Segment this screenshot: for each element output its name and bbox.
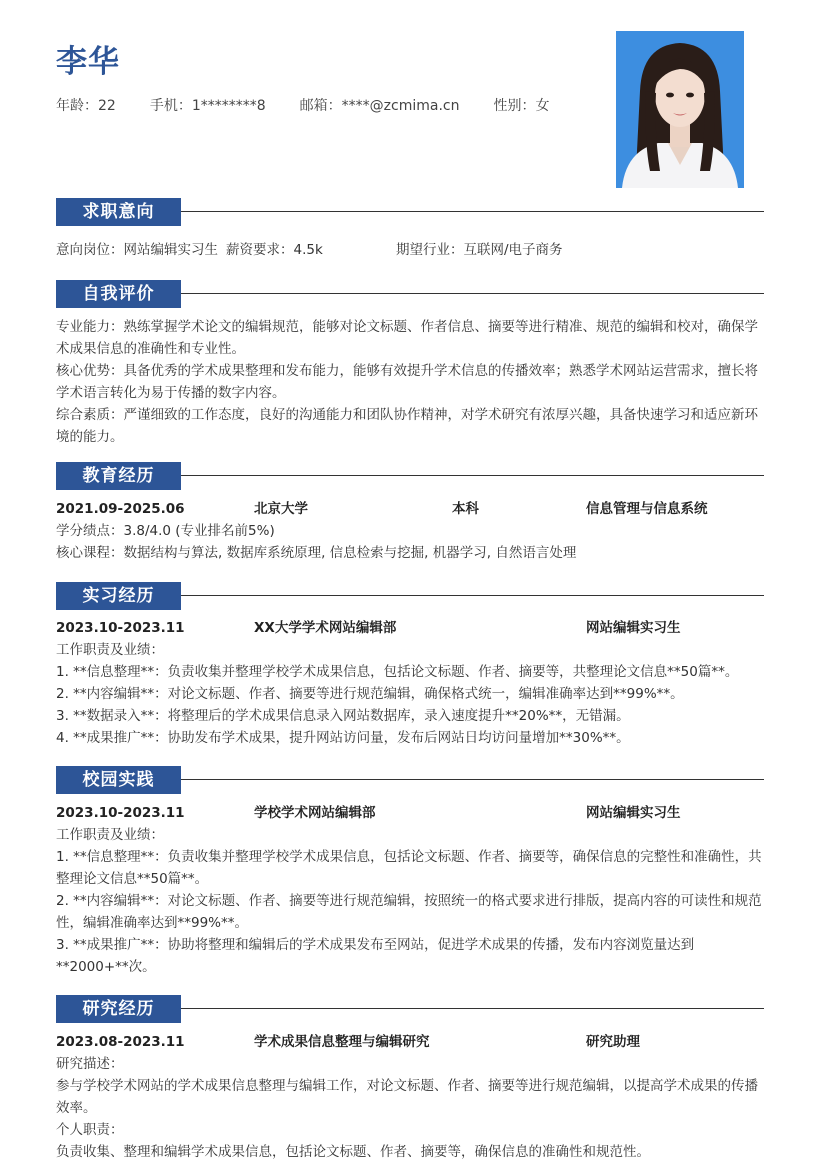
intent-salary: 薪资要求：4.5k: [226, 242, 323, 258]
candidate-name: 李华: [56, 44, 120, 80]
research-line: 参与学校学术网站的学术成果信息整理与编辑工作，对论文标题、作者、摘要等进行规范编辑，以提高学术成果的传播效率。: [56, 1078, 758, 1116]
internship-line: 4. **成果推广**：协助发布学术成果，提升网站访问量，发布后网站日均访问量增加**30%**。: [56, 730, 630, 746]
section-header-self-eval: [56, 280, 764, 308]
email-text: 邮箱：****@zcmima.cn: [299, 98, 460, 114]
education-major: 信息管理与信息系统: [586, 501, 708, 517]
section-divider: [181, 211, 764, 212]
section-title: 研究经历: [56, 995, 181, 1023]
education-row-header: [56, 498, 764, 520]
section-divider: [181, 595, 764, 596]
section-divider: [181, 779, 764, 780]
profile-photo: [616, 31, 744, 188]
section-divider: [181, 293, 764, 294]
campus-date: 2023.10-2023.11: [56, 805, 185, 821]
campus-line: 2. **内容编辑**：对论文标题、作者、摘要等进行规范编辑，按照统一的格式要求进行排版，提高内容的可读性和规范性，编辑准确率达到**99%**。: [56, 893, 762, 931]
self-eval-paragraph: 综合素质：严谨细致的工作态度，良好的沟通能力和团队协作精神，对学术研究有浓厚兴趣，具备快速学习和适应新环境的能力。: [56, 407, 758, 445]
self-eval-paragraph: 核心优势：具备优秀的学术成果整理和发布能力，能够有效提升学术信息的传播效率；熟悉学术网站运营需求，擅长将学术语言转化为易于传播的数字内容。: [56, 363, 758, 401]
education-degree: 本科: [452, 501, 479, 517]
campus-line: 3. **成果推广**：协助将整理和编辑后的学术成果发布至网站，促进学术成果的传播，发布内容浏览量达到**2000+**次。: [56, 937, 695, 975]
section-title: 求职意向: [56, 198, 181, 226]
section-title: 自我评价: [56, 280, 181, 308]
intent-block: [56, 239, 764, 261]
internship-line: 2. **内容编辑**：对论文标题、作者、摘要等进行规范编辑，确保格式统一，编辑准确率达到**99%**。: [56, 686, 684, 702]
research-role: 研究助理: [586, 1034, 640, 1050]
research-row-header: [56, 1031, 764, 1053]
research-block: [56, 1031, 764, 1163]
self-eval-block: [56, 316, 764, 448]
section-header-campus: [56, 766, 764, 794]
intent-industry: 期望行业：互联网/电子商务: [396, 242, 563, 258]
education-date: 2021.09-2025.06: [56, 501, 185, 517]
campus-line: 1. **信息整理**：负责收集并整理学校学术成果信息，包括论文标题、作者、摘要等，确保信息的完整性和准确性，共整理论文信息**50篇**。: [56, 849, 762, 887]
campus-org: 学校学术网站编辑部: [254, 805, 376, 821]
internship-role: 网站编辑实习生: [586, 620, 681, 636]
gender-text: 性别：女: [493, 98, 550, 114]
campus-block: [56, 802, 764, 978]
section-header-research: [56, 995, 764, 1023]
section-divider: [181, 1008, 764, 1009]
internship-date: 2023.10-2023.11: [56, 620, 185, 636]
education-line: 核心课程：数据结构与算法, 数据库系统原理, 信息检索与挖掘, 机器学习, 自然语言处理: [56, 545, 577, 561]
section-header-internship: [56, 582, 764, 610]
education-school: 北京大学: [254, 501, 308, 517]
internship-line: 1. **信息整理**：负责收集并整理学校学术成果信息，包括论文标题、作者、摘要等，共整理论文信息**50篇**。: [56, 664, 739, 680]
research-line: 个人职责：: [56, 1122, 124, 1138]
campus-line: 工作职责及业绩：: [56, 827, 164, 843]
phone-text: 手机：1********8: [149, 98, 266, 114]
research-date: 2023.08-2023.11: [56, 1034, 185, 1050]
section-title: 实习经历: [56, 582, 181, 610]
research-line: 研究描述：: [56, 1056, 124, 1072]
intent-position: 意向岗位：网站编辑实习生: [56, 242, 218, 258]
age-text: 年龄：22: [56, 98, 116, 114]
education-block: [56, 498, 764, 564]
section-divider: [181, 475, 764, 476]
section-header-intent: [56, 198, 764, 226]
internship-line: 工作职责及业绩：: [56, 642, 164, 658]
section-title: 校园实践: [56, 766, 181, 794]
education-line: 学分绩点：3.8/4.0 (专业排名前5%): [56, 523, 275, 539]
research-line: 负责收集、整理和编辑学术成果信息，包括论文标题、作者、摘要等，确保信息的准确性和规范性。: [56, 1144, 650, 1160]
self-eval-paragraph: 专业能力：熟练掌握学术论文的编辑规范，能够对论文标题、作者信息、摘要等进行精准、规范的编辑和校对，确保学术成果信息的准确性和专业性。: [56, 319, 758, 357]
internship-line: 3. **数据录入**：将整理后的学术成果信息录入网站数据库，录入速度提升**20%**，无错漏。: [56, 708, 630, 724]
campus-row-header: [56, 802, 764, 824]
campus-role: 网站编辑实习生: [586, 805, 681, 821]
internship-org: XX大学学术网站编辑部: [254, 620, 397, 636]
contact-info-row: [56, 95, 583, 115]
internship-row-header: [56, 617, 764, 639]
internship-block: [56, 617, 764, 749]
research-project: 学术成果信息整理与编辑研究: [254, 1034, 430, 1050]
section-header-education: [56, 462, 764, 490]
section-title: 教育经历: [56, 462, 181, 490]
